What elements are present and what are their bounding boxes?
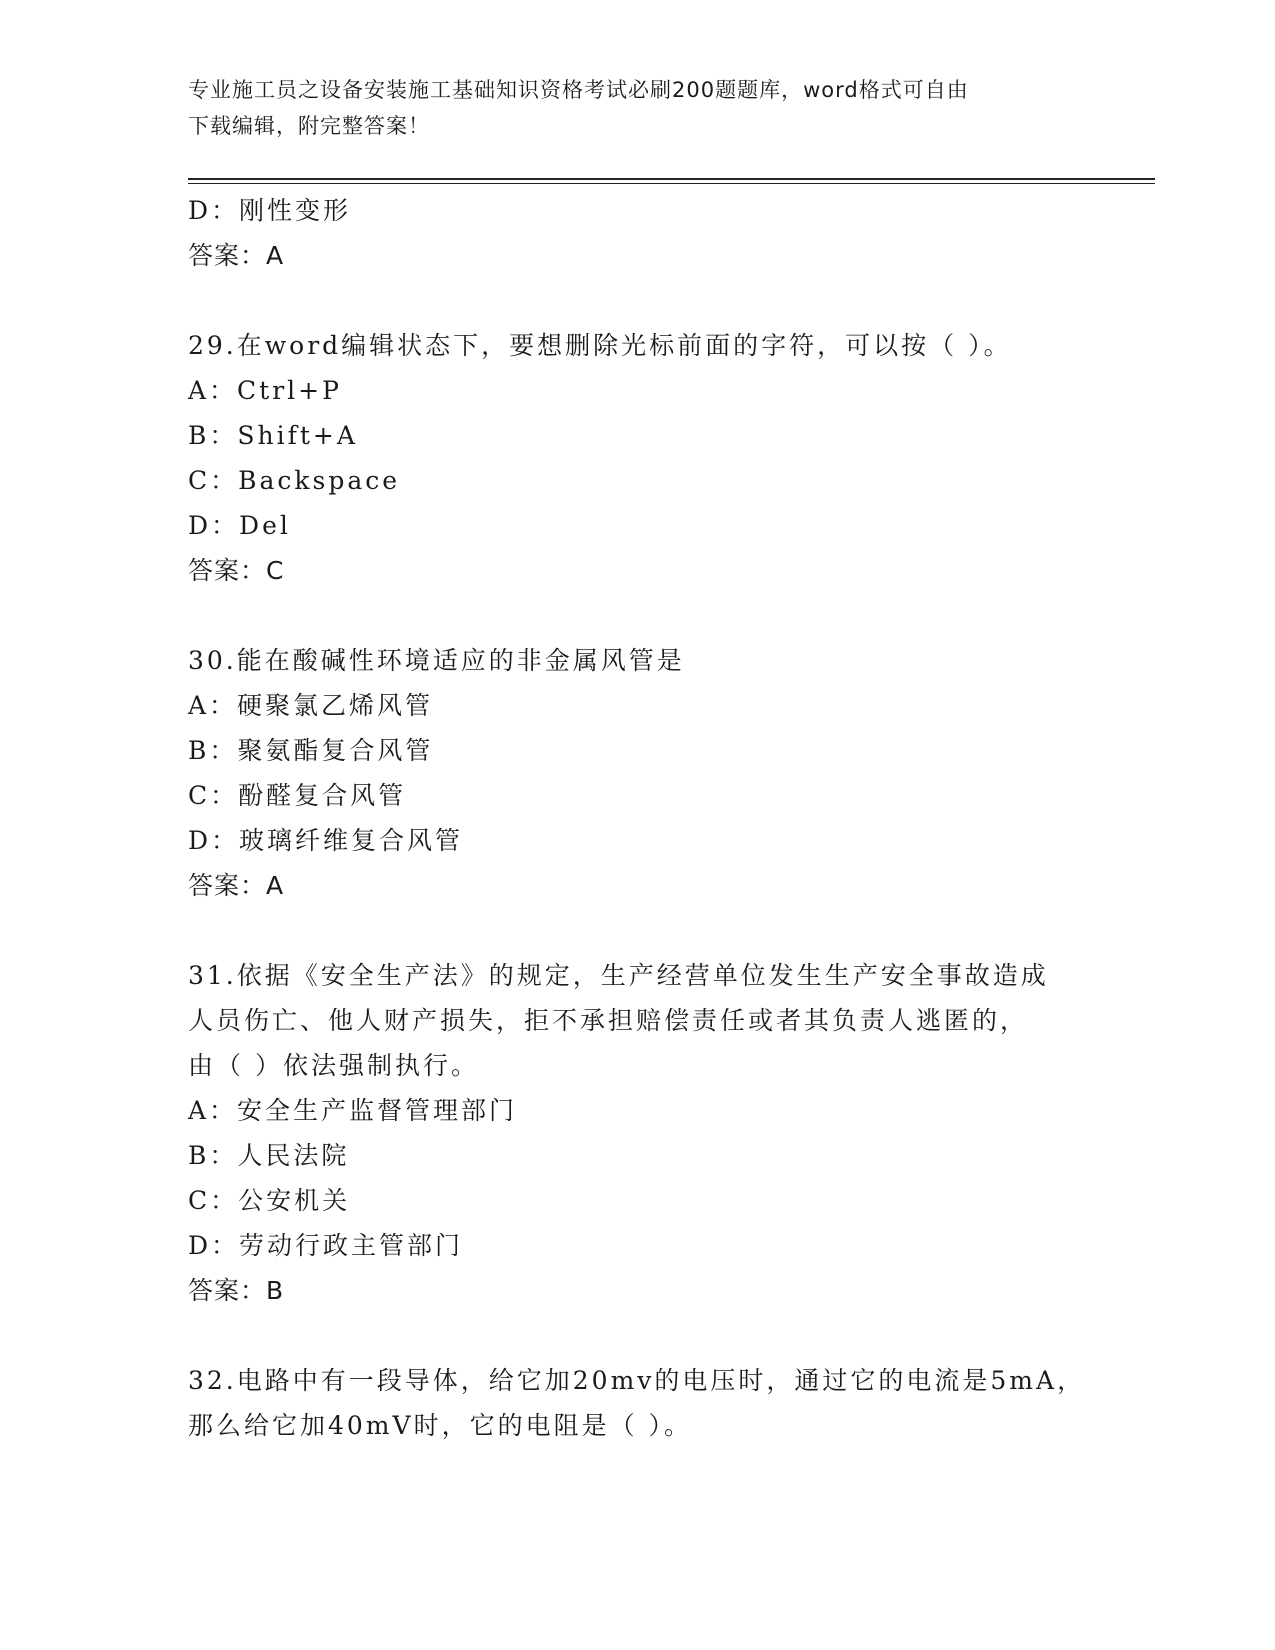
option-c: C：公安机关 (188, 1186, 351, 1215)
option-c: C：酚醛复合风管 (188, 781, 407, 810)
answer-line: 答案：C (188, 556, 285, 585)
question-block-31 (188, 953, 1088, 1313)
question-block-29 (188, 323, 1088, 593)
question-stem: 29.在word编辑状态下，要想删除光标前面的字符，可以按（ ）。 (188, 331, 1012, 360)
spacer (188, 278, 1088, 323)
spacer (188, 908, 1088, 953)
document-header (188, 72, 1088, 144)
option-b: B：Shift+A (188, 421, 358, 450)
answer-line: 答案：A (188, 241, 285, 270)
header-divider-thin (188, 183, 1155, 184)
option-b: B：人民法院 (188, 1141, 350, 1170)
question-stem-line-2: 人员伤亡、他人财产损失，拒不承担赔偿责任或者其负责人逃匿的， (188, 1006, 1029, 1035)
option-c: C：Backspace (188, 466, 401, 495)
question-list (188, 188, 1088, 1448)
spacer (188, 1313, 1088, 1358)
question-stem: 30.能在酸碱性环境适应的非金属风管是 (188, 646, 685, 675)
answer-line: 答案：B (188, 1276, 285, 1305)
question-block-30 (188, 638, 1088, 908)
question-block-28-tail (188, 188, 1088, 278)
answer-line: 答案：A (188, 871, 285, 900)
option-d: D：玻璃纤维复合风管 (188, 826, 464, 855)
spacer (188, 593, 1088, 638)
question-stem-line-3: 由（ ）依法强制执行。 (188, 1051, 479, 1080)
option-a: A：Ctrl+P (188, 376, 342, 405)
question-stem-line-2: 那么给它加40mV时，它的电阻是（ ）。 (188, 1411, 693, 1440)
option-d: D：劳动行政主管部门 (188, 1231, 464, 1260)
question-block-32 (188, 1358, 1088, 1448)
option-a: A：硬聚氯乙烯风管 (188, 691, 434, 720)
header-title-line-2: 下载编辑，附完整答案！ (188, 114, 430, 138)
option-d: D：Del (188, 511, 291, 540)
question-stem-line-1: 32.电路中有一段导体，给它加20mv的电压时，通过它的电流是5mA， (188, 1366, 1086, 1395)
option-b: B：聚氨酯复合风管 (188, 736, 434, 765)
header-title-line-1: 专业施工员之设备安装施工基础知识资格考试必刷200题题库，word格式可自由 (188, 78, 969, 102)
option-d: D：刚性变形 (188, 196, 352, 225)
option-a: A：安全生产监督管理部门 (188, 1096, 518, 1125)
header-divider-thick (188, 178, 1155, 180)
question-stem-line-1: 31.依据《安全生产法》的规定，生产经营单位发生生产安全事故造成 (188, 961, 1049, 990)
